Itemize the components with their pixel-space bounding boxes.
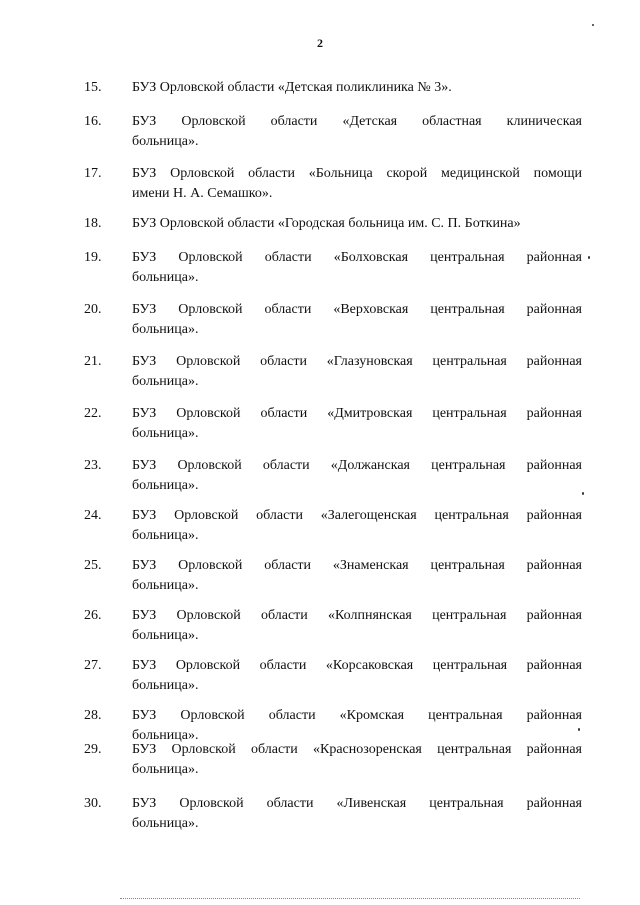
item-line: БУЗ Орловской области «Городская больница им. С. П. Боткина» [132,216,521,231]
item-line: больница». [132,678,199,693]
item-line: БУЗ Орловской области «Дмитровская центральная районная [132,406,582,421]
item-text [132,506,582,546]
item-text [132,248,582,288]
item-line: больница». [132,578,199,593]
scan-speck [592,24,594,26]
item-text [132,352,582,392]
item-line: больница». [132,134,199,149]
item-number: 29. [84,742,102,757]
scan-edge-dots [120,898,580,901]
item-text [132,794,582,834]
item-text [132,300,582,340]
item-line: БУЗ Орловской области «Должанская центральная районная [132,458,582,473]
item-number: 26. [84,608,102,623]
item-line: БУЗ Орловской области «Глазуновская центральная районная [132,354,582,369]
scan-speck [578,728,580,731]
item-number: 19. [84,250,102,265]
item-line: БУЗ Орловской области «Детская областная клиническая [132,114,582,129]
item-number: 25. [84,558,102,573]
item-text [132,164,582,204]
item-text [132,404,582,444]
item-number: 20. [84,302,102,317]
item-number: 17. [84,166,102,181]
item-text [132,606,582,646]
item-text [132,556,582,596]
item-text [132,112,582,152]
item-line: БУЗ Орловской области «Ливенская центральная районная [132,796,582,811]
item-text [132,740,582,780]
item-line: больница». [132,270,199,285]
item-number: 30. [84,796,102,811]
item-text [132,656,582,696]
item-line: больница». [132,374,199,389]
item-line: больница». [132,528,199,543]
item-line: БУЗ Орловской области «Верховская центральная районная [132,302,582,317]
item-text [132,214,582,234]
item-number: 18. [84,216,102,231]
item-line: больница». [132,628,199,643]
item-text [132,456,582,496]
page-number: 2 [317,36,323,50]
item-line: БУЗ Орловской области «Больница скорой медицинской помощи [132,166,582,181]
item-number: 15. [84,80,102,95]
item-number: 22. [84,406,102,421]
item-line: больница». [132,728,199,743]
item-line: больница». [132,762,199,777]
item-number: 27. [84,658,102,673]
scan-speck [588,256,590,259]
item-line: БУЗ Орловской области «Колпнянская центральная районная [132,608,582,623]
item-line: имени Н. А. Семашко». [132,186,273,201]
item-line: БУЗ Орловской области «Залегощенская центральная районная [132,508,582,523]
item-number: 24. [84,508,102,523]
item-line: БУЗ Орловской области «Болховская центральная районная [132,250,582,265]
item-number: 16. [84,114,102,129]
item-number: 23. [84,458,102,473]
scan-speck [582,492,584,495]
item-line: больница». [132,816,199,831]
item-number: 28. [84,708,102,723]
item-number: 21. [84,354,102,369]
item-text [132,78,582,98]
item-line: БУЗ Орловской области «Знаменская центральная районная [132,558,582,573]
item-line: больница». [132,478,199,493]
item-line: БУЗ Орловской области «Детская поликлиника № 3». [132,80,452,95]
item-line: БУЗ Орловской области «Корсаковская центральная районная [132,658,582,673]
item-line: БУЗ Орловской области «Краснозоренская центральная районная [132,742,582,757]
item-line: БУЗ Орловской области «Кромская центральная районная [132,708,582,723]
item-line: больница». [132,426,199,441]
item-line: больница». [132,322,199,337]
